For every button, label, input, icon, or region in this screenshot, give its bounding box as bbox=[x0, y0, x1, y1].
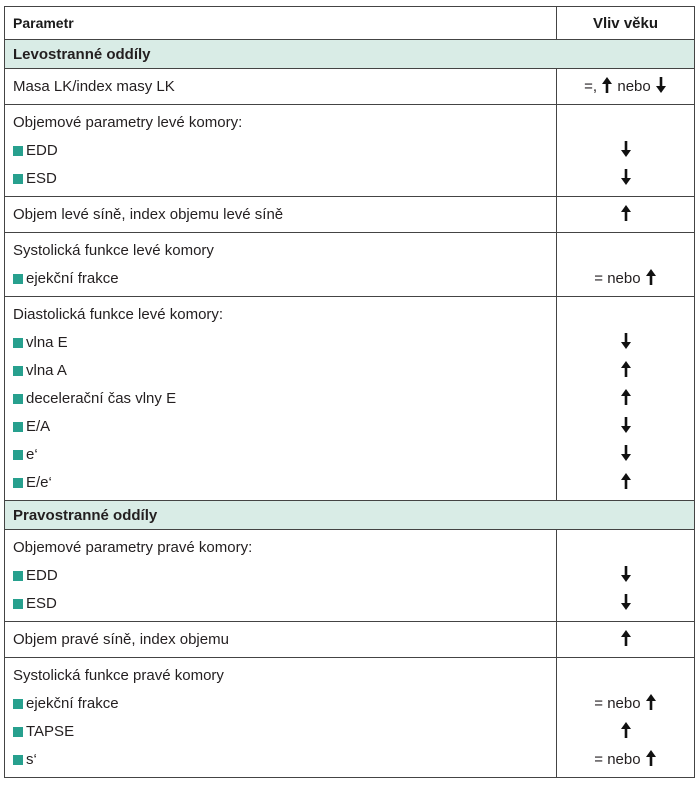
square-bullet-icon bbox=[13, 571, 23, 581]
list-item: ejekční frakce bbox=[13, 265, 548, 293]
square-bullet-icon bbox=[13, 450, 23, 460]
square-bullet-icon bbox=[13, 274, 23, 284]
list-item: e‘ bbox=[13, 441, 548, 469]
value-mid: nebo bbox=[617, 78, 651, 95]
value-line bbox=[565, 265, 686, 293]
arrow-up-icon bbox=[645, 693, 657, 711]
value-prefix: = nebo bbox=[594, 695, 641, 712]
arrow-up-icon bbox=[620, 204, 632, 222]
list-item: decelerační čas vlny E bbox=[13, 385, 548, 413]
list-item: EDD bbox=[13, 562, 548, 590]
list-item: vlna E bbox=[13, 329, 548, 357]
value-prefix: = nebo bbox=[594, 270, 641, 287]
arrow-up-icon bbox=[645, 268, 657, 286]
arrow-up-icon bbox=[620, 360, 632, 378]
table-row bbox=[5, 233, 695, 297]
arrow-up-icon bbox=[620, 629, 632, 647]
table-row bbox=[5, 658, 695, 778]
table-row bbox=[5, 622, 695, 658]
arrow-down-icon bbox=[620, 332, 632, 350]
square-bullet-icon bbox=[13, 755, 23, 765]
list-item: E/A bbox=[13, 413, 548, 441]
list-item: ejekční frakce bbox=[13, 690, 548, 718]
row-label: Systolická funkce levé komory bbox=[13, 242, 214, 259]
arrow-up-icon bbox=[620, 388, 632, 406]
section-title: Levostranné oddíly bbox=[5, 40, 695, 69]
row-label: Objem levé síně, index objemu levé síně bbox=[13, 206, 284, 223]
table-row bbox=[5, 197, 695, 233]
square-bullet-icon bbox=[13, 699, 23, 709]
row-label: Systolická funkce pravé komory bbox=[13, 667, 224, 684]
row-label: Objemové parametry pravé komory: bbox=[13, 539, 253, 556]
arrow-down-icon bbox=[655, 76, 667, 94]
row-label: Objem pravé síně, index objemu bbox=[13, 631, 229, 648]
arrow-up-icon bbox=[620, 721, 632, 739]
arrow-down-icon bbox=[620, 444, 632, 462]
square-bullet-icon bbox=[13, 394, 23, 404]
arrow-up-icon bbox=[620, 472, 632, 490]
list-item: ESD bbox=[13, 165, 548, 193]
row-label: Masa LK/index masy LK bbox=[13, 78, 175, 95]
value-line bbox=[565, 746, 686, 774]
list-item: ESD bbox=[13, 590, 548, 618]
square-bullet-icon bbox=[13, 338, 23, 348]
table-row bbox=[5, 69, 695, 105]
section-row bbox=[5, 501, 695, 530]
square-bullet-icon bbox=[13, 366, 23, 376]
header-param: Parametr bbox=[5, 7, 557, 40]
table-row bbox=[5, 530, 695, 622]
value-line bbox=[565, 690, 686, 718]
square-bullet-icon bbox=[13, 599, 23, 609]
square-bullet-icon bbox=[13, 146, 23, 156]
list-item: E/e‘ bbox=[13, 469, 548, 497]
header-row bbox=[5, 7, 695, 40]
arrow-down-icon bbox=[620, 565, 632, 583]
arrow-down-icon bbox=[620, 140, 632, 158]
list-item: vlna A bbox=[13, 357, 548, 385]
value-line bbox=[565, 73, 686, 101]
arrow-down-icon bbox=[620, 593, 632, 611]
table-row bbox=[5, 105, 695, 197]
value-prefix: = nebo bbox=[594, 751, 641, 768]
square-bullet-icon bbox=[13, 727, 23, 737]
section-row bbox=[5, 40, 695, 69]
header-age: Vliv věku bbox=[557, 7, 695, 40]
age-influence-table bbox=[4, 6, 695, 778]
row-label: Diastolická funkce levé komory: bbox=[13, 306, 224, 323]
list-item: s‘ bbox=[13, 746, 548, 774]
arrow-down-icon bbox=[620, 168, 632, 186]
square-bullet-icon bbox=[13, 174, 23, 184]
square-bullet-icon bbox=[13, 478, 23, 488]
table-row bbox=[5, 297, 695, 501]
arrow-up-icon bbox=[601, 76, 613, 94]
list-item: TAPSE bbox=[13, 718, 548, 746]
list-item: EDD bbox=[13, 137, 548, 165]
arrow-down-icon bbox=[620, 416, 632, 434]
row-label: Objemové parametry levé komory: bbox=[13, 114, 243, 131]
square-bullet-icon bbox=[13, 422, 23, 432]
value-prefix: =, bbox=[584, 78, 598, 95]
section-title: Pravostranné oddíly bbox=[5, 501, 695, 530]
arrow-up-icon bbox=[645, 749, 657, 767]
